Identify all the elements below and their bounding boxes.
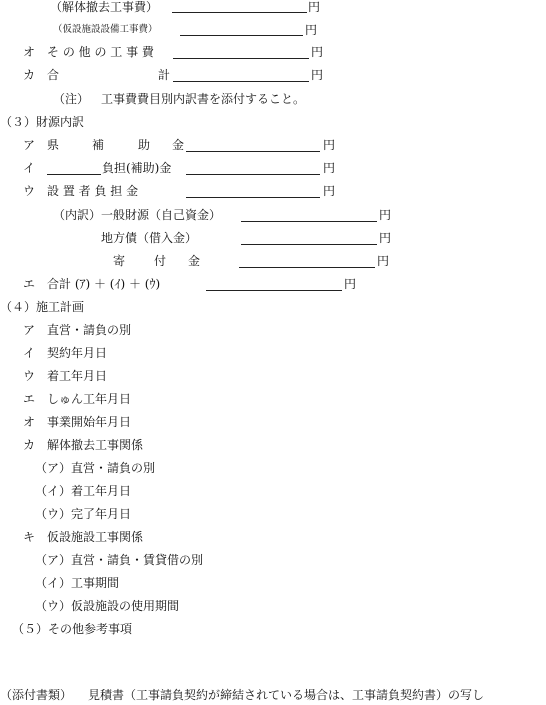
- yen-unit: 円: [344, 277, 357, 291]
- donation-char-3: 金: [188, 254, 201, 268]
- plan-item-label: 解体撤去工事関係: [47, 438, 144, 452]
- yen-unit: 円: [323, 184, 336, 198]
- subsidy-char-3: 助: [138, 138, 151, 152]
- yen-unit: 円: [308, 0, 321, 14]
- other-cost-label: そ の 他 の 工 事 費: [47, 45, 154, 59]
- plan-item-label: 直営・請負の別: [47, 323, 132, 337]
- other-reference-heading: （５）その他参考事項: [12, 622, 133, 636]
- donation-char-2: 付: [154, 254, 167, 268]
- total-cost-line: [173, 81, 309, 82]
- plan-item-label: 着工年月日: [47, 369, 108, 383]
- item-marker: ウ: [23, 184, 36, 198]
- item-marker: キ: [23, 530, 36, 544]
- demolition-cost-label: （解体撤去工事費）: [50, 0, 159, 14]
- other-cost-line: [173, 58, 309, 59]
- plan-subitem: （ウ）仮設施設の使用期間: [35, 599, 180, 613]
- item-marker: ア: [23, 138, 36, 152]
- entity-name-line: [47, 174, 101, 175]
- yen-unit: 円: [323, 161, 336, 175]
- general-funds-line: [241, 221, 377, 222]
- local-bond-label: 地方債（借入金）: [101, 231, 198, 245]
- item-marker: ウ: [23, 369, 36, 383]
- subsidy-char-1: 県: [47, 138, 60, 152]
- prefecture-subsidy-line: [186, 151, 320, 152]
- temporary-cost-label: （仮設施設設備工事費）: [53, 24, 158, 35]
- item-marker: オ: [23, 415, 36, 429]
- yen-unit: 円: [379, 208, 392, 222]
- subsidy-char-4: 金: [172, 138, 185, 152]
- note-text: 工事費費目別内訳書を添付すること。: [101, 92, 306, 106]
- attachments-text: 見積書（工事請負契約が締結されている場合は、工事請負契約書）の写し: [88, 688, 485, 702]
- donation-char-1: 寄: [113, 254, 126, 268]
- funding-heading: （３）財源内訳: [0, 115, 85, 129]
- yen-unit: 円: [311, 45, 324, 59]
- plan-item-label: 仮設施設工事関係: [47, 530, 144, 544]
- general-funds-label: 一般財源（自己資金）: [101, 208, 222, 222]
- burden-subsidy-line: [186, 174, 320, 175]
- yen-unit: 円: [377, 254, 390, 268]
- plan-item-label: しゅん工年月日: [47, 392, 132, 406]
- item-marker: イ: [23, 346, 36, 360]
- local-bond-line: [241, 244, 377, 245]
- yen-unit: 円: [379, 231, 392, 245]
- breakdown-head: （内訳）: [53, 208, 102, 222]
- item-marker: ア: [23, 323, 36, 337]
- item-marker: カ: [23, 438, 36, 452]
- plan-subitem: （ア）直営・請負・賃貸借の別: [35, 553, 204, 567]
- burden-subsidy-label: 負担(補助)金: [102, 161, 172, 175]
- item-marker: エ: [23, 392, 36, 406]
- donation-line: [239, 267, 375, 268]
- installer-burden-line: [186, 197, 320, 198]
- yen-unit: 円: [323, 138, 336, 152]
- yen-unit: 円: [311, 68, 324, 82]
- item-marker: エ: [23, 277, 36, 291]
- temporary-cost-line: [180, 35, 303, 36]
- plan-item-label: 契約年月日: [47, 346, 108, 360]
- item-marker: カ: [23, 68, 36, 82]
- plan-subitem: （イ）着工年月日: [35, 484, 132, 498]
- sum-label: 合計 (ｱ) ＋ (ｲ) ＋ (ｳ): [47, 277, 161, 291]
- demolition-cost-line: [172, 12, 307, 13]
- plan-item-label: 事業開始年月日: [47, 415, 132, 429]
- plan-subitem: （ア）直営・請負の別: [35, 461, 156, 475]
- sum-line: [206, 290, 342, 291]
- item-marker: イ: [23, 161, 36, 175]
- plan-subitem: （イ）工事期間: [35, 576, 120, 590]
- attachments-head: （添付書類）: [0, 688, 73, 702]
- plan-heading: （４）施工計画: [0, 300, 85, 314]
- plan-subitem: （ウ）完了年月日: [35, 507, 132, 521]
- total-label-a: 合: [47, 68, 60, 82]
- subsidy-char-2: 補: [92, 138, 105, 152]
- installer-burden-label: 設 置 者 負 担 金: [47, 184, 139, 198]
- yen-unit: 円: [305, 23, 318, 37]
- note-head: （注）: [53, 92, 90, 106]
- total-label-b: 計: [158, 68, 171, 82]
- item-marker: オ: [23, 45, 36, 59]
